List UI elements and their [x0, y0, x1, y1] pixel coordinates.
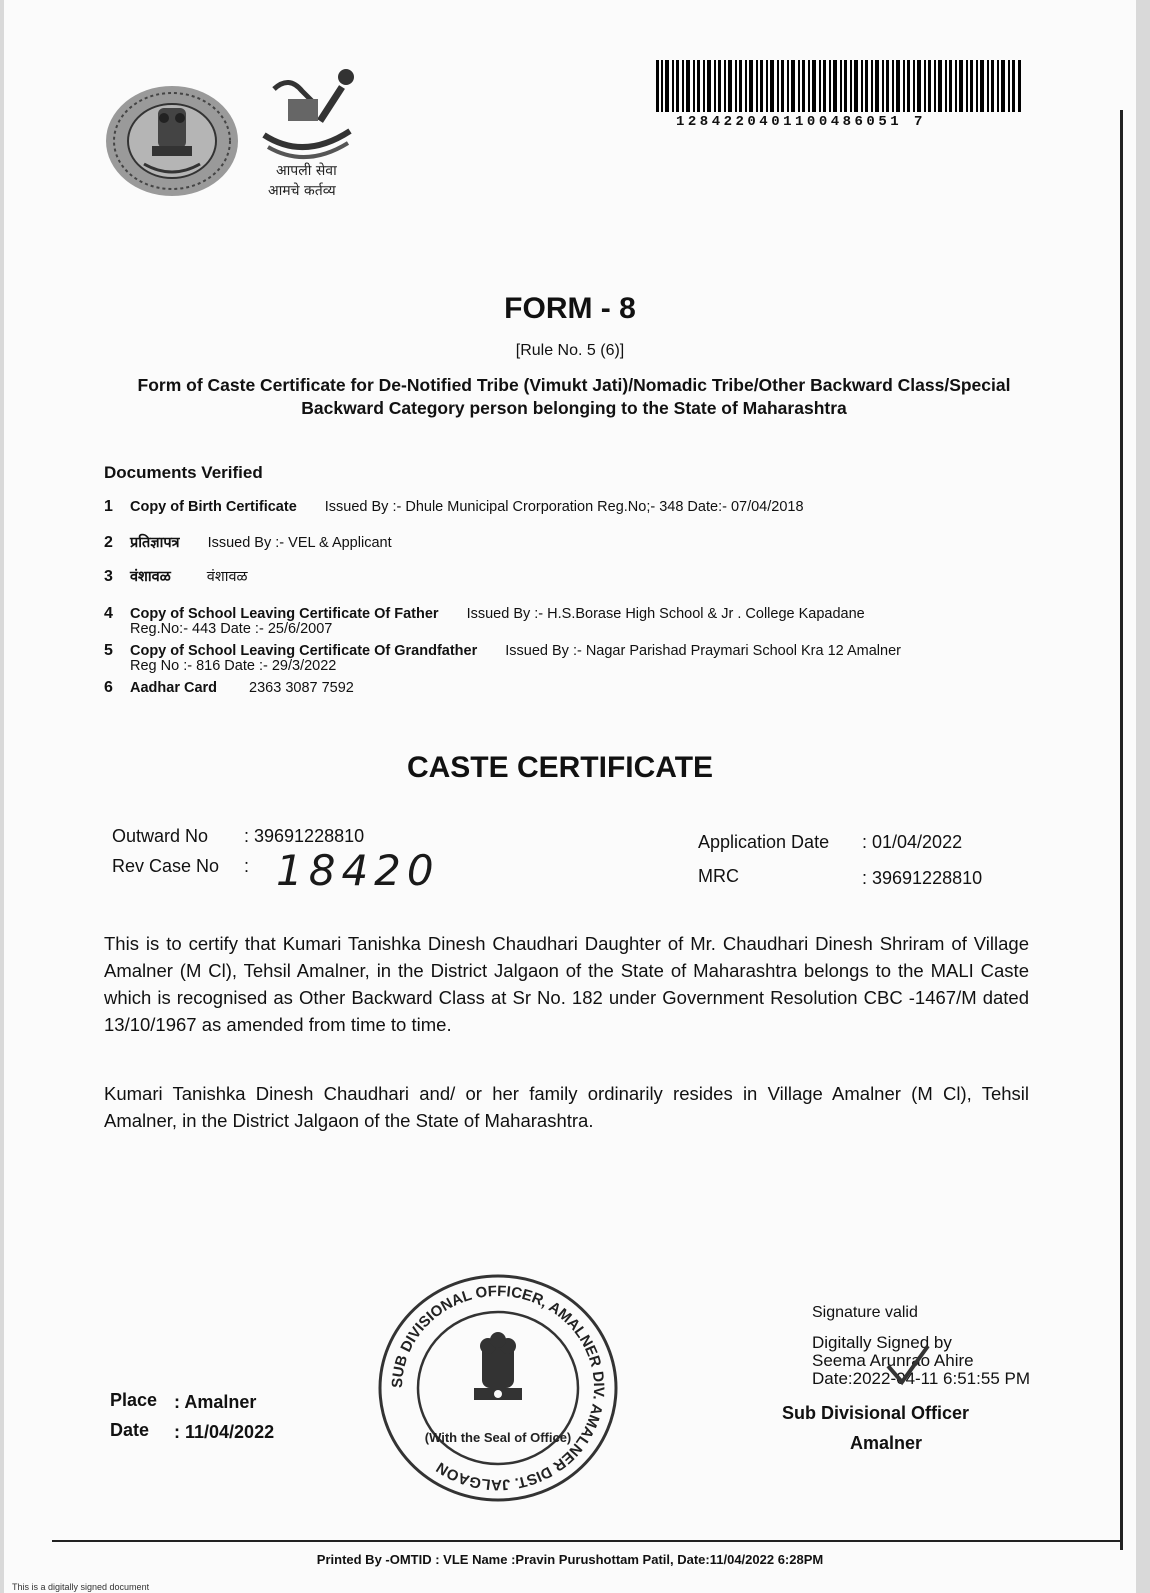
signer-name: Seema Arunrao Ahire: [812, 1351, 974, 1370]
document-title: वंशावळ: [130, 569, 171, 585]
document-number: 3: [104, 568, 113, 585]
barcode-number: 1284220401100486051 7: [676, 114, 926, 130]
rev-case-no-label: Rev Case No: [112, 856, 220, 876]
office-seal: [376, 1272, 620, 1504]
mrc-value: : 39691228810: [862, 868, 983, 888]
document-number: 2: [104, 534, 113, 551]
printed-by-footer: Printed By -OMTID : VLE Name :Pravin Purushottam Patil, Date:11/04/2022 6:28PM: [316, 1552, 824, 1567]
signature-valid: Signature valid: [812, 1304, 918, 1321]
document-detail-2: Reg.No:- 443 Date :- 25/6/2007: [130, 621, 333, 637]
document-title: Copy of School Leaving Certificate Of Father: [130, 606, 439, 622]
date-value: : 11/04/2022: [174, 1422, 275, 1442]
document-detail: Issued By :- Dhule Municipal Crorporation Reg.No;- 348 Date:- 07/04/2018: [324, 499, 804, 515]
certificate-paragraph-2: Kumari Tanishka Dinesh Chaudhari and/ or her family ordinarily resides in Village Amalner (M Cl), Tehsil Amalner, in the District Jalgaon of the State of Maharashtra.: [104, 1083, 1029, 1131]
document-detail-2: Reg No :- 816 Date :- 29/3/2022: [130, 658, 337, 674]
document-item-5: [104, 643, 901, 674]
document-detail: वंशावळ: [206, 569, 248, 585]
rule-reference: [Rule No. 5 (6)]: [515, 342, 625, 359]
document-item-6: [104, 680, 354, 696]
logo-tagline-2: आमचे कर्तव्य: [268, 183, 336, 199]
application-date-value: : 01/04/2022: [862, 832, 963, 852]
aapli-seva-logo: [254, 65, 364, 200]
document-detail: 2363 3087 7592: [249, 680, 354, 696]
document-title: Copy of Birth Certificate: [130, 499, 297, 515]
outward-no-value: : 39691228810: [244, 826, 365, 846]
document-detail: Issued By :- Nagar Parishad Praymari School Kra 12 Amalner: [505, 643, 901, 659]
government-emblem-logo: [104, 84, 240, 198]
document-item-3: [104, 569, 248, 585]
signer-designation: Sub Divisional Officer: [782, 1403, 970, 1423]
document-number: 4: [104, 605, 113, 622]
signature-check-mark: [882, 1340, 932, 1390]
certificate-page: [4, 0, 1136, 1593]
seal-center-text: (With the Seal of Office): [424, 1430, 572, 1445]
outward-no-label: Outward No: [112, 826, 209, 846]
date-label: Date: [110, 1420, 150, 1440]
rev-case-no-handwritten: 18420: [276, 846, 440, 895]
document-title: Copy of School Leaving Certificate Of Grandfather: [130, 643, 478, 659]
application-date-label: Application Date: [698, 832, 830, 852]
form-subtitle: Form of Caste Certificate for De-Notified Tribe (Vimukt Jati)/Nomadic Tribe/Other Backward Class/Special Backward Category person belonging to the State of Maharashtra: [137, 375, 1011, 418]
document-detail: Issued By :- H.S.Borase High School & Jr . College Kapadane: [466, 606, 865, 622]
document-number: 1: [104, 498, 113, 515]
seal-ring-text: SUB DIVISIONAL OFFICER, AMALNER DIV. AMALNER DIST. JALGAON: [388, 1282, 608, 1494]
signer-office: Amalner: [850, 1433, 923, 1453]
document-item-4: [104, 606, 865, 637]
documents-verified-heading: Documents Verified: [104, 463, 263, 482]
place-label: Place: [110, 1390, 158, 1410]
logo-tagline-1: आपली सेवा: [276, 163, 337, 179]
certificate-paragraph-1: This is to certify that Kumari Tanishka Dinesh Chaudhari Daughter of Mr. Chaudhari Dinesh Shriram of Village Amalner (M Cl), Tehsil Amalner, in the District Jalgaon of the State of Maharashtra belongs to the MALI Caste which is recognised as Other Backward Class at Sr No. 182 under Government Resolution CBC -1467/M dated 13/10/1967 as amended from time to time.: [104, 933, 1029, 1035]
form-title: FORM - 8: [504, 292, 636, 325]
page-border-right: [1120, 110, 1123, 1550]
footer-note: This is a digitally signed document: [12, 1582, 150, 1592]
mrc-label: MRC: [698, 866, 739, 886]
place-value: : Amalner: [174, 1392, 257, 1412]
caste-certificate-title: CASTE CERTIFICATE: [406, 751, 714, 784]
document-item-1: [104, 499, 804, 515]
document-item-2: [104, 535, 392, 551]
page-border-bottom: [52, 1540, 1122, 1542]
document-number: 6: [104, 679, 113, 696]
barcode: [652, 60, 1024, 112]
document-number: 5: [104, 642, 113, 659]
document-detail: Issued By :- VEL & Applicant: [207, 535, 392, 551]
document-title: प्रतिज्ञापत्र: [130, 535, 180, 551]
rev-case-no-colon: :: [244, 856, 250, 876]
signature-datetime: Date:2022-04-11 6:51:55 PM: [812, 1369, 1030, 1388]
digitally-signed-by: Digitally Signed by: [812, 1333, 952, 1352]
document-title: Aadhar Card: [130, 680, 218, 696]
